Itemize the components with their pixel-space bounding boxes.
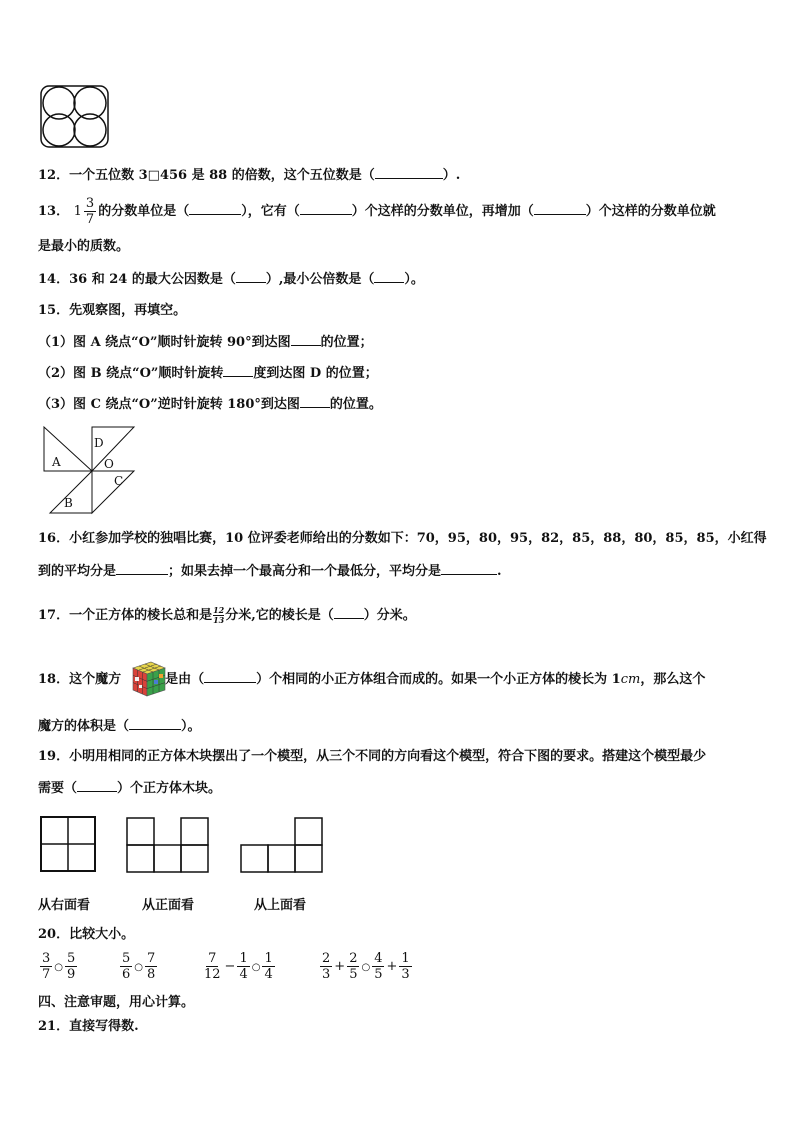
section-4-heading: 四、注意审题，用心计算。 bbox=[38, 995, 195, 1010]
question-18: 18．这个魔方 是由（ ）个相同的小正方体组合而成的。如果一个小正方体的棱长为 1cm，那么这个 bbox=[38, 672, 706, 687]
question-15-part1: （1）图 A 绕点“O”顺时针旋转 90°到达图 的位置； bbox=[38, 335, 373, 350]
view-front-label: 从正面看 bbox=[142, 898, 195, 913]
view-front-figure bbox=[126, 816, 210, 874]
question-13-line2: 是最小的质数。 bbox=[38, 239, 130, 254]
question-19-line2: 需要（ ）个正方体木块。 bbox=[38, 781, 222, 796]
question-19: 19．小明用相同的正方体木块摆出了一个模型，从三个不同的方向看这个模型，符合下图的要求。搭建这个模型最少 bbox=[38, 749, 707, 764]
view-top-label: 从上面看 bbox=[254, 898, 307, 913]
compare-item-4: $\frac{2}{3}$ + $\frac{2}{5}$ ○ $\frac{4}{5}$ + $\frac{1}{3}$ bbox=[322, 951, 410, 982]
question-16: 16．小红参加学校的独唱比赛，10 位评委老师给出的分数如下：70，95，80，95，82，85，88，80，85，85，小红得 bbox=[38, 531, 767, 546]
rubiks-cube-image bbox=[130, 660, 168, 698]
view-right-label: 从右面看 bbox=[38, 898, 91, 913]
question-21: 21．直接写得数. bbox=[38, 1019, 139, 1034]
question-16-line2: 到的平均分是 ；如果去掉一个最高分和一个最低分，平均分是 . bbox=[38, 564, 502, 579]
question-14: 14．36 和 24 的最大公因数是（ ）,最小公倍数是（ ）。 bbox=[38, 272, 424, 287]
label-C: C bbox=[114, 474, 124, 488]
question-13: 13． 1 $\frac{3}{7}$ 的分数单位是（ ），它有（ ）个这样的分数单位，再增加（ ）个这样的分数单位就 bbox=[38, 196, 716, 227]
question-17: 17．一个正方体的棱长总和是 $\frac{12}{13}$ 分米,它的棱长是（ ）分米。 bbox=[38, 605, 416, 625]
compare-item-3: $\frac{7}{12}$ − $\frac{1}{4}$ ○ $\frac{1}{4}$ bbox=[204, 951, 273, 982]
compare-item-1: $\frac{3}{7}$ ○ $\frac{5}{9}$ bbox=[42, 951, 76, 982]
question-15: 15．先观察图，再填空。 bbox=[38, 303, 187, 318]
question-15-part2: （2）图 B 绕点“O”顺时针旋转 度到达图 D 的位置； bbox=[38, 366, 378, 381]
view-top-figure bbox=[240, 816, 324, 874]
question-12: 12．一个五位数 3□456 是 88 的倍数，这个五位数是（ ）. bbox=[38, 168, 461, 183]
rotation-figure bbox=[40, 425, 136, 515]
label-O: O bbox=[104, 457, 114, 471]
label-B: B bbox=[64, 496, 73, 510]
label-D: D bbox=[94, 436, 104, 450]
label-A: A bbox=[52, 455, 61, 469]
question-18-line2: 魔方的体积是（ ）。 bbox=[38, 719, 201, 734]
question-15-part3: （3）图 C 绕点“O”逆时针旋转 180°到达图 的位置。 bbox=[38, 397, 382, 412]
compare-item-2: $\frac{5}{6}$ ○ $\frac{7}{8}$ bbox=[122, 951, 156, 982]
four-circles-figure bbox=[40, 85, 110, 149]
question-20: 20．比较大小。 bbox=[38, 927, 135, 942]
view-right-figure bbox=[40, 816, 96, 872]
